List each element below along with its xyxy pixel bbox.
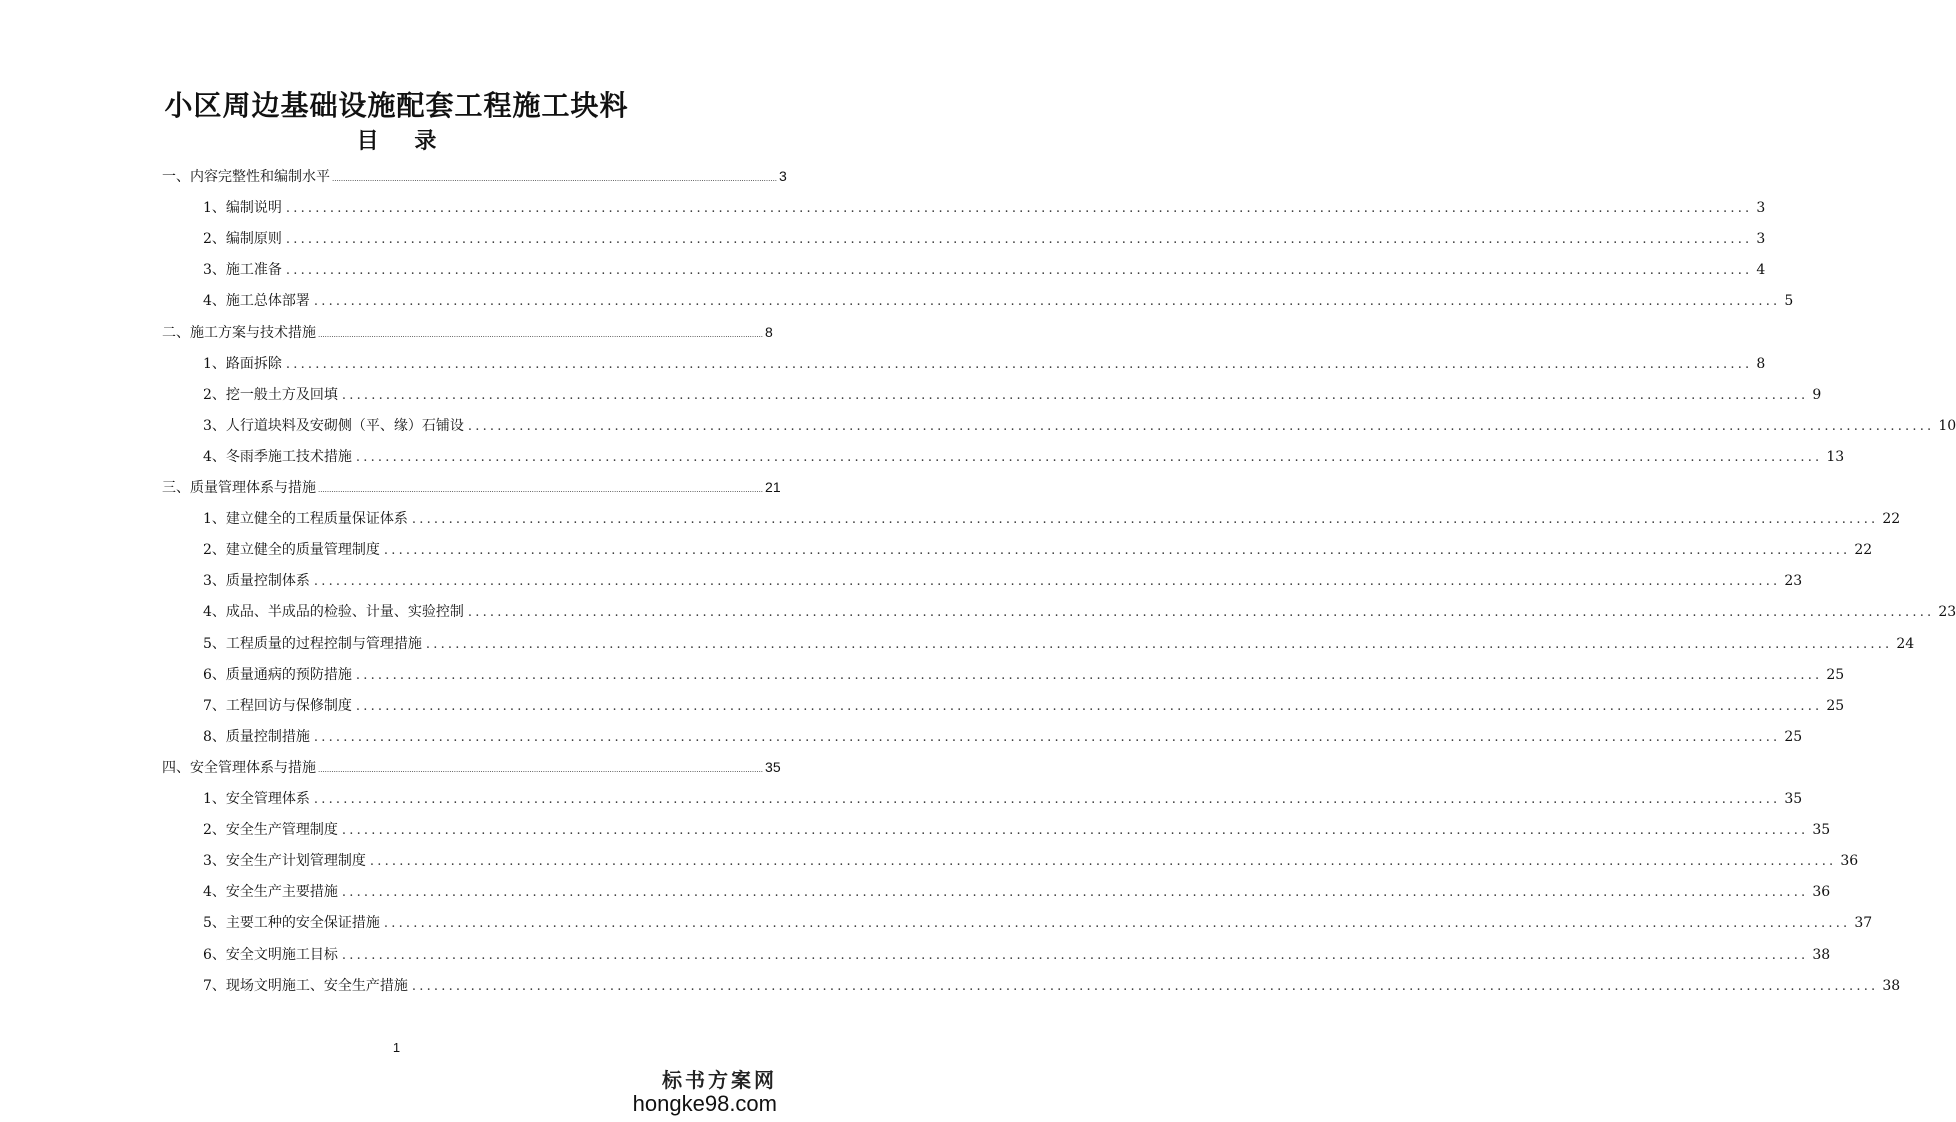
toc-entry-title: 3、质量控制体系 (203, 573, 310, 590)
document-title: 小区周边基础设施配套工程施工块料 (164, 89, 629, 122)
dot-leader: ........................................................................................................................................................................................................ (341, 823, 1809, 839)
toc-entry-title: 2、编制原则 (203, 231, 282, 248)
toc-subsection-entry[interactable] (203, 353, 1766, 384)
toc-subsection-entry[interactable] (203, 384, 1822, 415)
toc-subsection-entry[interactable] (203, 290, 1794, 321)
dot-leader: ........................................................................................................................................................................................................ (318, 330, 764, 339)
toc-entry-page: 36 (1812, 884, 1831, 901)
toc-entry-title: 4、成品、半成品的检验、计量、实验控制 (203, 604, 464, 621)
toc-section-entry[interactable] (162, 757, 781, 788)
toc-entry-page: 35 (765, 758, 781, 775)
toc-entry-page: 22 (1854, 542, 1873, 559)
toc-entry-title: 三、质量管理体系与措施 (162, 480, 316, 496)
toc-entry-page: 22 (1882, 511, 1901, 528)
dot-leader: ........................................................................................................................................................................................................ (332, 175, 778, 183)
dot-leader: ........................................................................................................................................................................................................ (313, 729, 1781, 745)
toc-entry-title: 1、编制说明 (203, 200, 282, 217)
toc-subsection-entry[interactable] (203, 788, 1803, 819)
toc-section-entry[interactable] (162, 322, 773, 353)
dot-leader: ........................................................................................................................................................................................................ (369, 854, 1837, 870)
dot-leader: ........................................................................................................................................................................................................ (313, 294, 1781, 310)
toc-entry-page: 9 (1812, 386, 1822, 403)
toc-entry-page: 25 (1826, 697, 1845, 714)
dot-leader: ........................................................................................................................................................................................................ (355, 667, 1823, 683)
dot-leader: ........................................................................................................................................................................................................ (313, 574, 1781, 590)
toc-entry-page: 25 (1784, 728, 1803, 745)
dot-leader: ........................................................................................................................................................................................................ (285, 201, 1753, 217)
toc-subsection-entry[interactable] (203, 601, 1956, 632)
toc-entry-title: 5、主要工种的安全保证措施 (203, 915, 380, 932)
toc-entry-title: 7、工程回访与保修制度 (203, 697, 352, 714)
toc-subsection-entry[interactable] (203, 695, 1845, 726)
toc-entry-title: 3、人行道块料及安砌侧（平、缘）石铺设 (203, 417, 464, 434)
toc-entry-page: 36 (1840, 853, 1859, 870)
toc-entry-page: 13 (1826, 448, 1845, 465)
toc-entry-title: 一、内容完整性和编制水平 (162, 169, 330, 185)
dot-leader: ........................................................................................................................................................................................................ (383, 543, 1851, 559)
toc-entry-title: 1、安全管理体系 (203, 791, 310, 807)
watermark-url: hongke98.com (632, 1091, 777, 1116)
toc-entry-title: 7、现场文明施工、安全生产措施 (203, 977, 408, 994)
dot-leader: ........................................................................................................................................................................................................ (318, 486, 764, 494)
toc-entry-page: 8 (765, 323, 773, 340)
toc-entry-page: 3 (779, 168, 787, 184)
dot-leader: ........................................................................................................................................................................................................ (341, 885, 1809, 901)
toc-subsection-entry[interactable] (203, 570, 1803, 601)
toc-entry-page: 10 (1938, 417, 1956, 434)
toc-entry-page: 8 (1756, 355, 1766, 372)
toc-entry-page: 23 (1784, 573, 1803, 590)
toc-subsection-entry[interactable] (203, 726, 1803, 757)
toc-entry-title: 1、建立健全的工程质量保证体系 (203, 511, 408, 528)
toc-section-entry[interactable] (162, 166, 787, 197)
dot-leader: ........................................................................................................................................................................................................ (341, 947, 1809, 963)
dot-leader: ........................................................................................................................................................................................................ (355, 698, 1823, 714)
toc-entry-page: 25 (1826, 666, 1845, 683)
watermark-name: 标书方案网 (662, 1068, 777, 1092)
dot-leader: ........................................................................................................................................................................................................ (285, 232, 1753, 248)
dot-leader: ........................................................................................................................................................................................................ (411, 978, 1879, 994)
dot-leader: ........................................................................................................................................................................................................ (411, 512, 1879, 528)
toc-subsection-entry[interactable] (203, 633, 1915, 664)
toc-entry-page: 38 (1882, 977, 1901, 994)
toc-entry-title: 6、质量通病的预防措施 (203, 666, 352, 683)
dot-leader: ........................................................................................................................................................................................................ (285, 356, 1753, 372)
toc-entry-title: 四、安全管理体系与措施 (162, 759, 316, 776)
toc-subsection-entry[interactable] (203, 944, 1831, 975)
toc-entry-title: 4、施工总体部署 (203, 293, 310, 310)
toc-subsection-entry[interactable] (203, 539, 1873, 570)
toc-heading: 目 录 (356, 129, 437, 154)
toc-entry-title: 3、施工准备 (203, 262, 282, 279)
dot-leader: ........................................................................................................................................................................................................ (467, 418, 1935, 434)
page-number: 1 (392, 1040, 401, 1055)
dot-leader: ........................................................................................................................................................................................................ (318, 765, 764, 774)
toc-entry-page: 35 (1784, 791, 1803, 807)
toc-subsection-entry[interactable] (203, 881, 1831, 912)
toc-entry-title: 1、路面拆除 (203, 355, 282, 372)
toc-entry-page: 3 (1756, 231, 1766, 248)
toc-entry-title: 2、挖一般土方及回填 (203, 386, 338, 403)
toc-subsection-entry[interactable] (203, 508, 1901, 539)
toc-entry-title: 二、施工方案与技术措施 (162, 324, 316, 341)
toc-entry-title: 2、建立健全的质量管理制度 (203, 542, 380, 559)
toc-section-entry[interactable] (162, 477, 781, 508)
toc-entry-title: 2、安全生产管理制度 (203, 822, 338, 839)
toc-subsection-entry[interactable] (203, 912, 1873, 943)
toc-subsection-entry[interactable] (203, 415, 1956, 446)
toc-entry-title: 5、工程质量的过程控制与管理措施 (203, 635, 422, 652)
dot-leader: ........................................................................................................................................................................................................ (341, 387, 1809, 403)
toc-subsection-entry[interactable] (203, 259, 1766, 290)
toc-entry-page: 38 (1812, 946, 1831, 963)
toc-entry-title: 4、冬雨季施工技术措施 (203, 448, 352, 465)
toc-entry-page: 21 (765, 479, 781, 495)
toc-entry-page: 37 (1854, 915, 1873, 932)
toc-entry-page: 5 (1784, 293, 1794, 310)
toc-subsection-entry[interactable] (203, 819, 1831, 850)
dot-leader: ........................................................................................................................................................................................................ (355, 449, 1823, 465)
toc-subsection-entry[interactable] (203, 850, 1859, 881)
toc-entry-page: 4 (1756, 262, 1766, 279)
toc-subsection-entry[interactable] (203, 975, 1901, 1006)
dot-leader: ........................................................................................................................................................................................................ (313, 792, 1781, 807)
toc-entry-title: 8、质量控制措施 (203, 728, 310, 745)
dot-leader: ........................................................................................................................................................................................................ (425, 636, 1893, 652)
toc-subsection-entry[interactable] (203, 664, 1845, 695)
dot-leader: ........................................................................................................................................................................................................ (383, 916, 1851, 932)
toc-entry-page: 23 (1938, 604, 1956, 621)
toc-subsection-entry[interactable] (203, 446, 1845, 477)
toc-entry-title: 3、安全生产计划管理制度 (203, 853, 366, 870)
dot-leader: ........................................................................................................................................................................................................ (467, 605, 1935, 621)
toc-entry-title: 6、安全文明施工目标 (203, 946, 338, 963)
toc-entry-page: 3 (1756, 200, 1766, 217)
watermark (633, 1068, 777, 1116)
toc-entry-page: 35 (1812, 822, 1831, 839)
dot-leader: ........................................................................................................................................................................................................ (285, 263, 1753, 279)
toc-entry-page: 24 (1896, 635, 1915, 652)
toc-subsection-entry[interactable] (203, 197, 1766, 228)
toc-subsection-entry[interactable] (203, 228, 1766, 259)
toc-entry-title: 4、安全生产主要措施 (203, 884, 338, 901)
